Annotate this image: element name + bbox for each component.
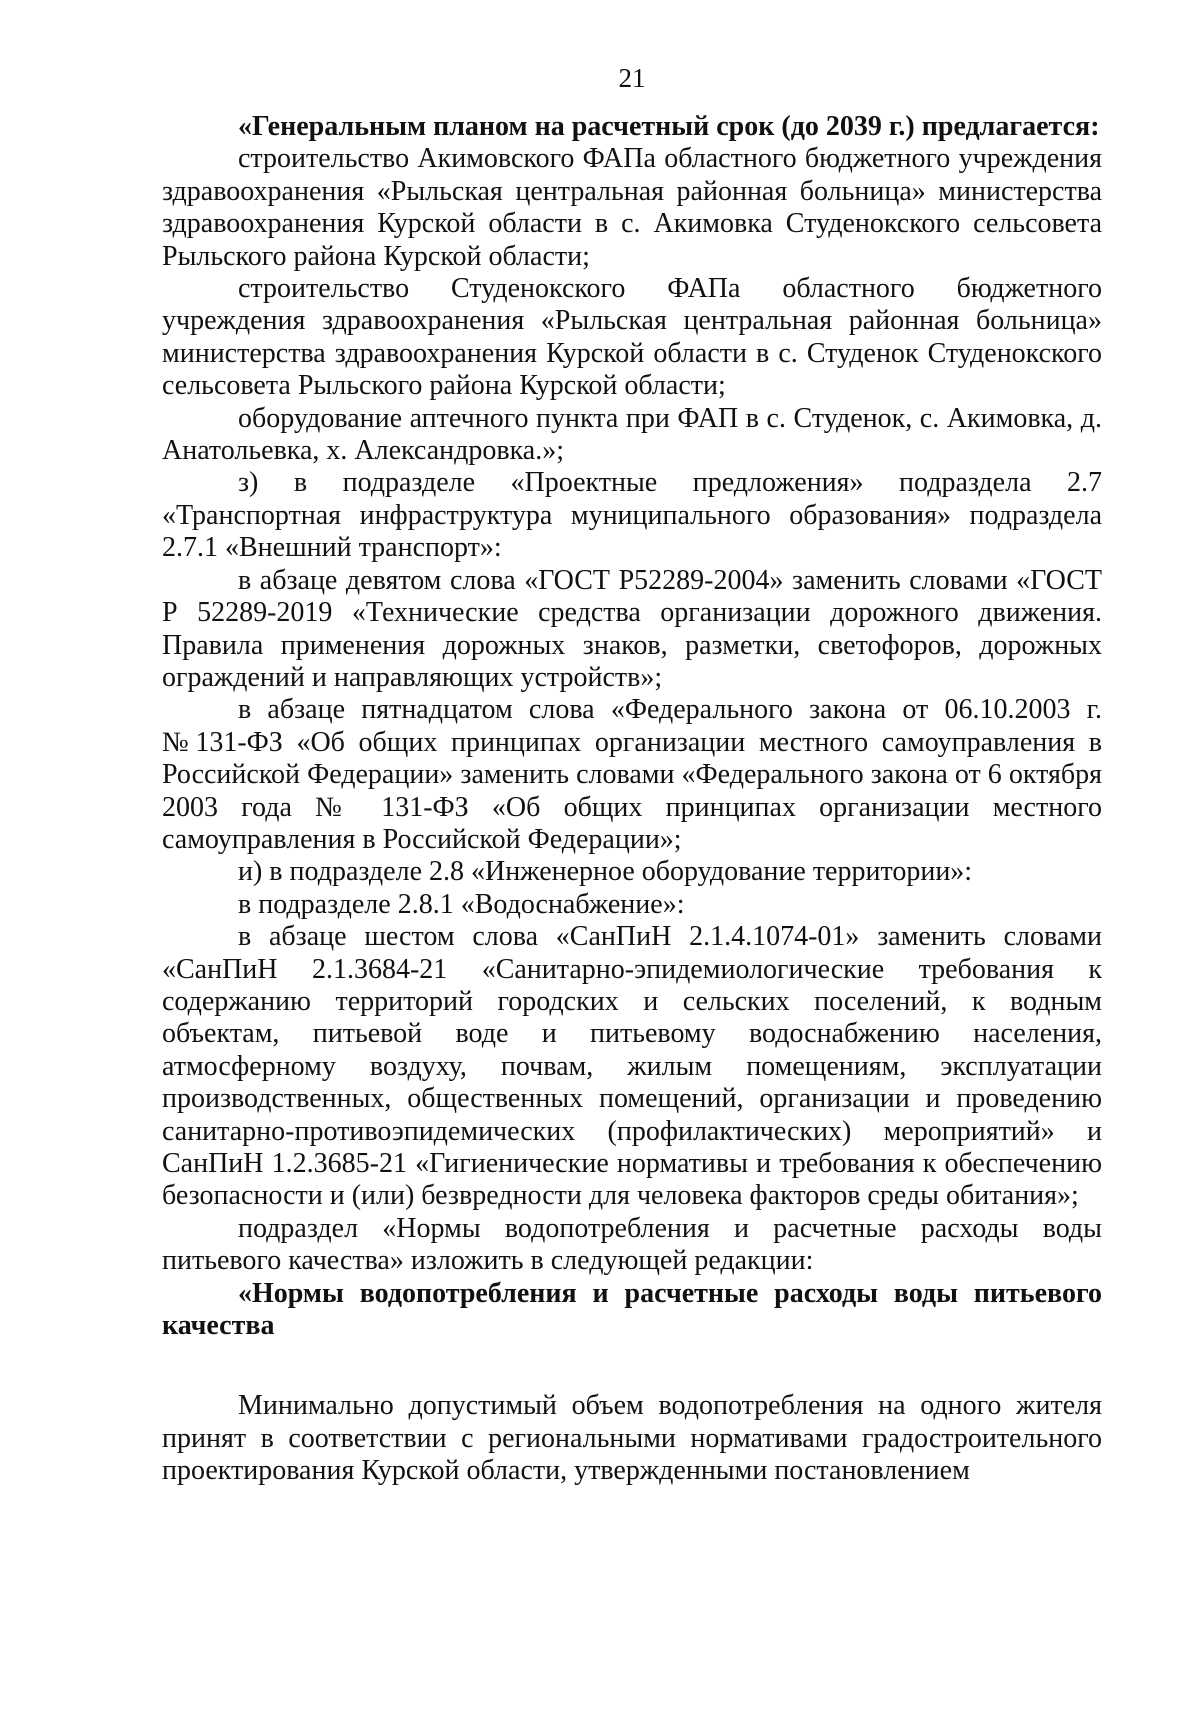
paragraph-sanpin: в абзаце шестом слова «СанПиН 2.1.4.1074-01» заменить словами «СанПиН 2.1.3684-21 «Санитарно-эпидемиологические требования к содержанию территорий городских и сельских поселений, к водным объектам, питьевой воде и питьевому водоснабжению населения, атмосферному воздуху, почвам, жилым помещениям, эксплуатации производственных, общественных помещений, организации и проведению санитарно-противоэпидемических (профилактических) мероприятий» и СанПиН 1.2.3685-21 «Гигиенические нормативы и требования к обеспечению безопасности и (или) безвредности для человека факторов среды обитания»; bbox=[162, 921, 1102, 1212]
paragraph-item-z: з) в подразделе «Проектные предложения» подраздела 2.7 «Транспортная инфраструктура муниципального образования» подраздела 2.7.1 «Внешний транспорт»: bbox=[162, 467, 1102, 564]
section-heading-water-norms: «Нормы водопотребления и расчетные расходы воды питьевого качества bbox=[162, 1277, 1102, 1342]
paragraph-studenok-fap: строительство Студенокского ФАПа областного бюджетного учреждения здравоохранения «Рыльская центральная районная больница» министерства здравоохранения Курской области в с. Студенок Студенокского сельсовета Рыльского района Курской области; bbox=[162, 273, 1102, 402]
paragraph-plan-heading: «Генеральным планом на расчетный срок (до 2039 г.) предлагается: bbox=[238, 111, 1100, 142]
page-number: 21 bbox=[618, 63, 646, 93]
document-page bbox=[162, 0, 1102, 1720]
paragraph-min-consumption: Минимально допустимый объем водопотребления на одного жителя принят в соответствии с региональными нормативами градостроительного проектирования Курской области, утвержденными постановлением bbox=[162, 1390, 1102, 1487]
paragraph-pharmacy: оборудование аптечного пункта при ФАП в с. Студенок, с. Акимовка, д. Анатольевка, х. Александровка.»; bbox=[162, 402, 1102, 467]
paragraph-new-edition: подраздел «Нормы водопотребления и расчетные расходы воды питьевого качества» изложить в следующей редакции: bbox=[162, 1212, 1102, 1277]
paragraph-item-i: и) в подразделе 2.8 «Инженерное оборудование территории»: bbox=[238, 856, 973, 888]
paragraph-federal-law: в абзаце пятнадцатом слова «Федерального закона от 06.10.2003 г. №131-ФЗ «Об общих принципах организации местного самоуправления в Российской Федерации» заменить словами «Федерального закона от 6 октября 2003 года № 131-ФЗ «Об общих принципах организации местного самоуправления в Российской Федерации»; bbox=[162, 694, 1102, 855]
document-body bbox=[162, 111, 1102, 1488]
paragraph-gost: в абзаце девятом слова «ГОСТ Р52289-2004» заменить словами «ГОСТ Р 52289-2019 «Технические средства организации дорожного движения. Правила применения дорожных знаков, разметки, светофоров, дорожных ограждений и направляющих устройств»; bbox=[162, 564, 1102, 693]
paragraph-water-supply: в подразделе 2.8.1 «Водоснабжение»: bbox=[238, 888, 685, 920]
paragraph-akimovka-fap: строительство Акимовского ФАПа областного бюджетного учреждения здравоохранения «Рыльская центральная районная больница» министерства здравоохранения Курской области в с. Акимовка Студенокского сельсовета Рыльского района Курской области; bbox=[162, 143, 1102, 272]
